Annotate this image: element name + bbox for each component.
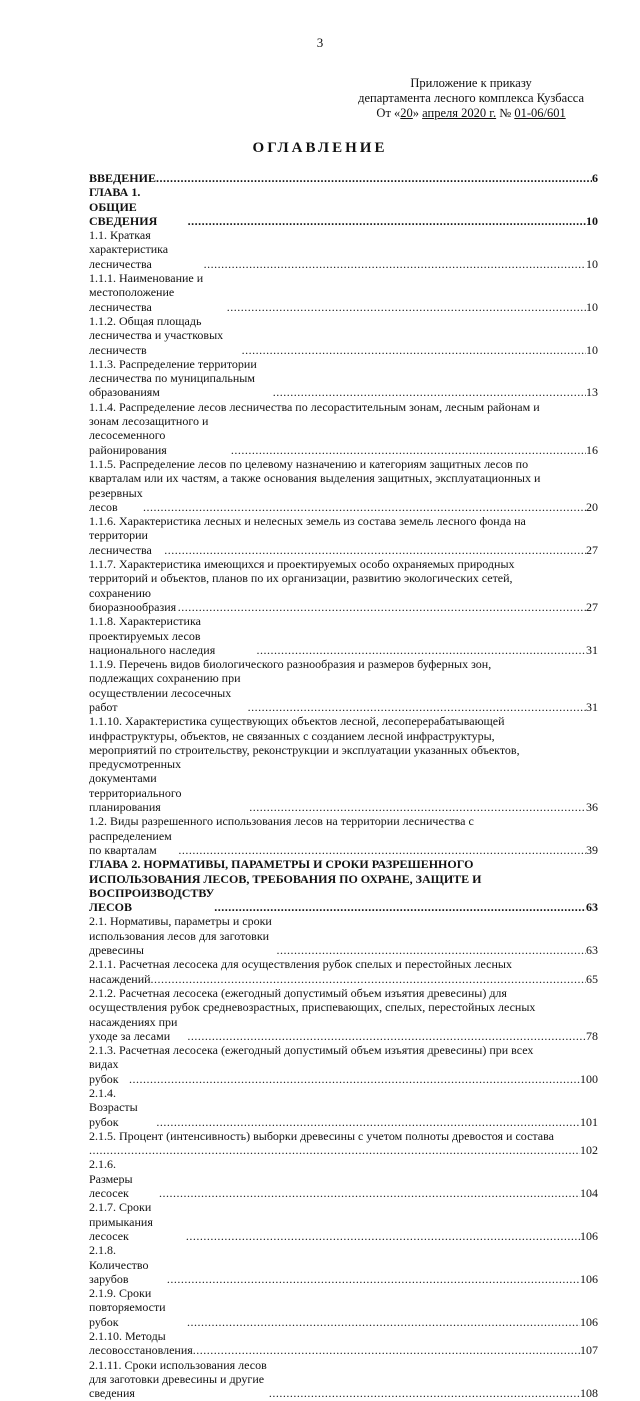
header-line-1: Приложение к приказу <box>410 76 532 90</box>
toc-leader-dots <box>151 972 586 986</box>
toc-page-number: 36 <box>586 800 598 815</box>
toc-page-number: 10 <box>586 342 598 357</box>
toc-leader-dots <box>156 171 592 185</box>
toc-page-number: 31 <box>586 642 598 657</box>
toc-entry-row <box>89 1200 598 1243</box>
toc-entry <box>89 314 598 357</box>
toc-leader-dots <box>129 1072 580 1086</box>
toc-leader-dots <box>231 443 586 457</box>
header-no: № <box>496 106 515 120</box>
toc-entry-row <box>89 1286 598 1329</box>
toc-entry <box>89 228 598 271</box>
toc-entry-title: 1.1.8. Характеристика проектируемых лесов национального наследия <box>89 614 216 657</box>
toc-entry-row <box>89 271 598 314</box>
toc-entry-row <box>89 1015 598 1044</box>
toc-entry-line: 2.1.1. Расчетная лесосека для осуществления рубок спелых и перестойных лесных <box>89 957 512 972</box>
toc-entry-row <box>89 886 598 915</box>
toc-page-number: 16 <box>586 442 598 457</box>
toc-entry-title: 2.1.7. Сроки примыкания лесосек <box>89 1200 153 1243</box>
toc-leader-dots <box>178 843 586 857</box>
toc-entry <box>89 557 598 614</box>
toc-entry-title: распределением по кварталам <box>89 828 172 857</box>
toc-entry-row <box>89 357 598 400</box>
toc-leader-dots <box>193 1343 580 1357</box>
toc-entry-title: насаждений <box>89 971 151 986</box>
toc-entry <box>89 357 598 400</box>
toc-entry-title: сохранению биоразнообразия <box>89 585 177 614</box>
toc-leader-dots <box>214 900 586 914</box>
toc-leader-dots <box>204 257 586 271</box>
toc-entry-line: кварталам или их частям, а также основания выделения защитных, эксплуатационных и <box>89 471 541 486</box>
toc-leader-dots <box>89 1143 580 1157</box>
header-line-2: департамента лесного комплекса Кузбасса <box>358 91 584 105</box>
header-mid: » <box>412 106 423 120</box>
toc-page-number: 20 <box>586 499 598 514</box>
toc-entry-title: 1.1.2. Общая площадь лесничества и участковых лесничеств <box>89 313 224 357</box>
toc-entry-line: 1.2. Виды разрешенного использования лесов на территории лесничества с <box>89 814 474 829</box>
toc-entry <box>89 1329 598 1358</box>
toc-entry-title: 2.1.6. Размеры лесосек <box>89 1157 133 1201</box>
toc-page-number: 108 <box>580 1386 598 1401</box>
toc-entry-title: 2.1.9. Сроки повторяемости рубок <box>89 1286 166 1329</box>
header-line-3 <box>358 106 584 121</box>
toc-leader-dots <box>159 1186 580 1200</box>
toc-entry-line: осуществления рубок средневозрастных, приспевающих, спелых, перестойных лесных <box>89 1000 536 1015</box>
toc-entry-row <box>89 1057 598 1086</box>
toc-entry-line: территорий и объектов, планов по их организации, развитию экологических сетей, <box>89 571 513 586</box>
toc-entry-title: предусмотренных документами территориального планирования <box>89 757 182 815</box>
toc-entry <box>89 1286 598 1329</box>
toc-entry-title: подлежащих сохранению при осуществлении лесосечных работ <box>89 671 241 714</box>
toc-entry-row <box>89 914 598 957</box>
toc-page-number: 63 <box>586 900 598 915</box>
toc-page-number: 65 <box>586 971 598 986</box>
header-prefix: От « <box>376 106 401 120</box>
toc-page-number: 39 <box>586 842 598 857</box>
toc-entry <box>89 1129 598 1158</box>
header-day: 20 <box>400 106 413 120</box>
toc-entry <box>89 271 598 314</box>
toc-entry <box>89 614 598 657</box>
toc-leader-dots <box>248 700 586 714</box>
toc-page-number: 107 <box>580 1343 598 1358</box>
toc-leader-dots <box>276 943 586 957</box>
toc-page-number: 10 <box>586 213 598 228</box>
table-of-contents <box>89 171 598 1401</box>
toc-entry-line: 2.1.5. Процент (интенсивность) выборки древесины с учетом полноты древостоя и состава <box>89 1128 554 1143</box>
toc-entry <box>89 1243 598 1286</box>
toc-entry-row <box>89 185 598 228</box>
toc-leader-dots <box>256 643 586 657</box>
toc-entry <box>89 1157 598 1200</box>
toc-entry-title: территории лесничества <box>89 528 152 557</box>
toc-entry-line: 1.1.10. Характеристика существующих объектов лесной, лесоперерабатывающей <box>89 714 505 729</box>
toc-entry-row <box>89 829 598 858</box>
toc-entry <box>89 171 598 185</box>
toc-page-number: 27 <box>586 542 598 557</box>
toc-page-number: 31 <box>586 699 598 714</box>
toc-page-number: 104 <box>580 1186 598 1201</box>
header-order-number: 01-06/601 <box>514 106 566 120</box>
toc-page-number: 101 <box>580 1114 598 1129</box>
toc-leader-dots <box>227 300 586 314</box>
toc-page-number: 78 <box>586 1028 598 1043</box>
toc-entry-line: мероприятий по строительству, реконструкции и эксплуатации указанных объектов, <box>89 742 520 757</box>
toc-entry <box>89 986 598 1043</box>
toc-entry-row <box>89 486 598 515</box>
toc-entry-title: 1.1. Краткая характеристика лесничества <box>89 228 169 271</box>
toc-entry-row <box>89 1358 598 1401</box>
toc-leader-dots <box>187 1315 580 1329</box>
toc-entry-line: 2.1.3. Расчетная лесосека (ежегодный допустимый объем изъятия древесины) при всех <box>89 1043 534 1058</box>
toc-page-number: 63 <box>586 943 598 958</box>
toc-page-number: 102 <box>580 1143 598 1158</box>
toc-entry-line: 1.1.7. Характеристика имеющихся и проектируемых особо охраняемых природных <box>89 557 515 572</box>
toc-entry <box>89 814 598 857</box>
toc-entry <box>89 914 598 957</box>
toc-entry <box>89 957 598 986</box>
toc-entry-title: насаждениях при уходе за лесами <box>89 1014 178 1043</box>
toc-entry-row <box>89 228 598 271</box>
toc-entry-row <box>89 1243 598 1286</box>
toc-entry <box>89 1200 598 1243</box>
toc-leader-dots <box>143 500 586 514</box>
toc-entry-row <box>89 528 598 557</box>
toc-page-number: 100 <box>580 1071 598 1086</box>
toc-entry-title: 1.1.3. Распределение территории лесничества по муниципальным образованиям <box>89 356 257 400</box>
toc-entry <box>89 1043 598 1086</box>
toc-entry <box>89 185 598 228</box>
toc-page-number: 6 <box>592 171 598 185</box>
toc-entry-row <box>89 671 598 714</box>
toc-entry-row <box>89 972 598 986</box>
toc-leader-dots <box>242 343 586 357</box>
toc-entry-line: 1.1.9. Перечень видов биологического разнообразия и размеров буферных зон, <box>89 657 492 672</box>
toc-entry <box>89 714 598 814</box>
toc-entry-line: 1.1.6. Характеристика лесных и нелесных земель из состава земель лесного фонда на <box>89 514 526 529</box>
toc-entry-title: ВОСПРОИЗВОДСТВУ ЛЕСОВ <box>89 885 215 915</box>
toc-leader-dots <box>273 385 586 399</box>
toc-entry <box>89 400 598 457</box>
toc-page-number: 10 <box>586 256 598 271</box>
toc-entry-line: инфраструктуры, объектов, не связанных с созданием лесной инфраструктуры, <box>89 728 495 743</box>
toc-entry-line: 2.1.2. Расчетная лесосека (ежегодный допустимый объем изъятия древесины) для <box>89 985 507 1000</box>
toc-page-number: 106 <box>580 1271 598 1286</box>
toc-entry <box>89 1086 598 1129</box>
toc-entry-row <box>89 1157 598 1200</box>
toc-entry <box>89 857 598 914</box>
toc-entry-row <box>89 314 598 357</box>
toc-entry-title: 2.1.8. Количество зарубов <box>89 1243 149 1286</box>
toc-leader-dots <box>156 1115 580 1129</box>
toc-entry-title: резервных лесов <box>89 485 143 514</box>
toc-entry-title: 2.1.11. Сроки использования лесов для заготовки древесины и другие сведения <box>89 1357 267 1401</box>
toc-entry-title: видах рубок <box>89 1057 119 1086</box>
order-header <box>358 76 584 121</box>
toc-entry-title: 1.1.1. Наименование и местоположение лесничества <box>89 271 204 314</box>
toc-page-number: 13 <box>586 385 598 400</box>
page-number: 3 <box>316 35 324 50</box>
toc-entry-row <box>89 414 598 457</box>
toc-entry-title: ВВЕДЕНИЕ <box>89 171 156 185</box>
toc-entry-row <box>89 757 598 814</box>
toc-entry <box>89 514 598 557</box>
page-title: ОГЛАВЛЕНИЕ <box>252 140 388 156</box>
toc-page-number: 106 <box>580 1228 598 1243</box>
toc-entry <box>89 1358 598 1401</box>
toc-leader-dots <box>269 1386 580 1400</box>
toc-leader-dots <box>188 214 586 228</box>
toc-entry-line: 1.1.4. Распределение лесов лесничества по лесорастительным зонам, лесным районам и <box>89 399 540 414</box>
toc-entry-line: 1.1.5. Распределение лесов по целевому назначению и категориям защитных лесов по <box>89 456 529 471</box>
toc-leader-dots <box>178 600 586 614</box>
toc-entry-row <box>89 171 598 185</box>
toc-leader-dots <box>249 800 586 814</box>
toc-entry-row <box>89 614 598 657</box>
toc-entry-row <box>89 586 598 615</box>
toc-entry-line: ИСПОЛЬЗОВАНИЯ ЛЕСОВ, ТРЕБОВАНИЯ ПО ОХРАНЕ, ЗАЩИТЕ И <box>89 871 482 886</box>
toc-page-number: 27 <box>586 599 598 614</box>
toc-entry-title: ГЛАВА 1. ОБЩИЕ СВЕДЕНИЯ <box>89 185 158 228</box>
toc-entry-row <box>89 1143 598 1157</box>
header-month-year: апреля 2020 г. <box>422 106 497 120</box>
toc-page-number: 106 <box>580 1314 598 1329</box>
toc-entry <box>89 457 598 514</box>
toc-entry-row <box>89 1086 598 1129</box>
toc-entry-title: зонам лесозащитного и лесосеменного районирования <box>89 414 209 457</box>
toc-leader-dots <box>167 1272 580 1286</box>
toc-entry-row <box>89 1329 598 1358</box>
toc-entry-line: ГЛАВА 2. НОРМАТИВЫ, ПАРАМЕТРЫ И СРОКИ РАЗРЕШЕННОГО <box>89 857 474 872</box>
toc-page-number: 10 <box>586 299 598 314</box>
toc-leader-dots <box>186 1229 580 1243</box>
toc-leader-dots <box>187 1029 586 1043</box>
toc-entry-title: 2.1.4. Возрасты рубок <box>89 1086 138 1129</box>
toc-entry <box>89 657 598 714</box>
toc-leader-dots <box>164 543 586 557</box>
toc-entry-title: 2.1. Нормативы, параметры и сроки использования лесов для заготовки древесины <box>89 914 272 958</box>
toc-entry-title: 2.1.10. Методы лесовосстановления <box>89 1329 193 1358</box>
